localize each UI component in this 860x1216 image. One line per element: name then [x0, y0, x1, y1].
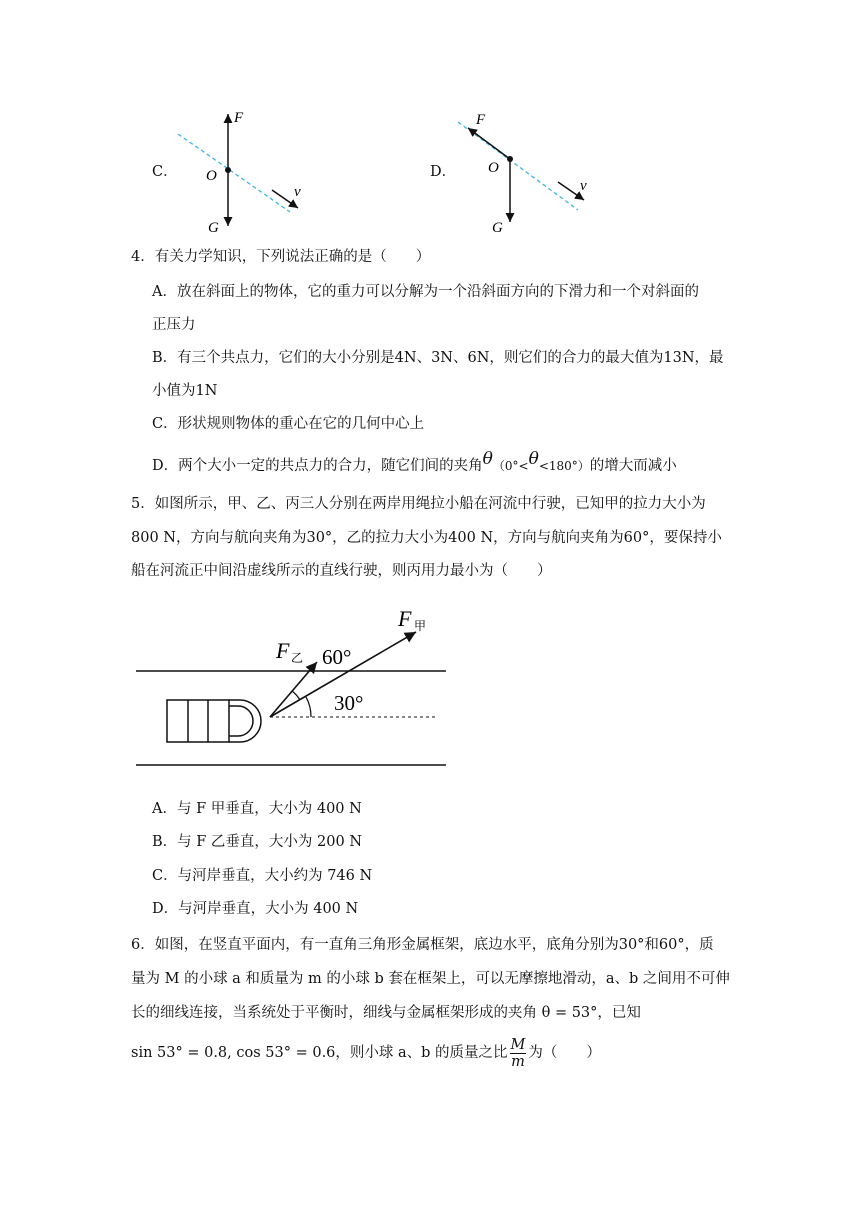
option-c: C．与河岸垂直，大小约为 746 N	[152, 868, 373, 884]
point-o	[225, 167, 231, 173]
force-diagram-c	[170, 100, 330, 240]
question-line-3: 长的细线连接，当系统处于平衡时，细线与金属框架形成的夹角 θ = 53°，已知	[131, 1005, 641, 1021]
option-b: B．与 F 乙垂直，大小为 200 N	[152, 834, 363, 850]
label-v: v	[294, 184, 301, 200]
option-a-line1: A．放在斜面上的物体，它的重力可以分解为一个沿斜面方向的下滑力和一个对斜面的	[152, 284, 699, 300]
fraction-numerator: M	[510, 1036, 526, 1053]
option-b-line2: 小值为1N	[152, 383, 218, 399]
question-line-3: 船在河流正中间沿虚线所示的直线行驶，则丙用力最小为（ ）	[131, 563, 552, 579]
range-end: <180°）	[538, 459, 590, 473]
label-o: O	[206, 168, 217, 184]
fraction-denominator: m	[511, 1053, 525, 1070]
option-d: D．与河岸垂直，大小为 400 N	[152, 901, 359, 917]
point-o	[507, 156, 513, 162]
label-angle-30: 30°	[334, 691, 364, 715]
label-angle-60: 60°	[322, 645, 352, 669]
option-letter: C．	[152, 164, 178, 180]
label-g: G	[492, 220, 503, 236]
label-jia-sub: 甲	[414, 619, 427, 633]
option-c: C．形状规则物体的重心在它的几何中心上	[152, 416, 425, 432]
option-b-line1: B．有三个共点力，它们的大小分别是4N、3N、6N，则它们的合力的最大值为13N，最	[152, 350, 724, 366]
boat-river-figure	[130, 596, 460, 776]
question-line-1: 6．如图，在竖直平面内，有一直角三角形金属框架，底边水平，底角分别为30°和60°，质	[131, 937, 714, 953]
option-d-tail: 的增大而减小	[589, 458, 677, 474]
label-o: O	[488, 160, 499, 176]
question-stem: 4．有关力学知识，下列说法正确的是（ ）	[131, 249, 431, 265]
question-line-1: 5．如图所示，甲、乙、丙三人分别在两岸用绳拉小船在河流中行驶，已知甲的拉力大小为	[131, 496, 706, 512]
option-letter: D．	[430, 164, 457, 180]
angle-30-arc	[306, 697, 311, 717]
question-line-2: 800 N，方向与航向夹角为30°，乙的拉力大小为400 N，方向与航向夹角为60°，要保持小	[131, 530, 722, 546]
force-diagram-d	[448, 100, 608, 240]
force-f-arrow	[468, 128, 510, 159]
label-f: F	[476, 112, 486, 128]
label-v: v	[580, 178, 587, 194]
question-line-2: 量为 M 的小球 a 和质量为 m 的小球 b 套在框架上，可以无摩擦地滑动，a、b 之间用不可伸	[131, 971, 730, 987]
range-mid: °<	[512, 459, 529, 473]
label-f: F	[234, 110, 244, 126]
label-f-jia: F	[398, 606, 412, 631]
question-line-4	[131, 1036, 601, 1070]
trig-given: sin 53° = 0.8, cos 53° = 0.6，则小球 a、b 的质量之比	[131, 1045, 508, 1061]
angle-60-arc	[292, 691, 300, 700]
theta-symbol-2: θ	[528, 449, 539, 469]
range-open: （0	[492, 459, 513, 473]
option-d	[152, 449, 677, 476]
theta-symbol: θ	[482, 449, 493, 469]
mass-ratio-fraction	[510, 1037, 527, 1070]
option-d-text: D．两个大小一定的共点力的合力，随它们间的夹角	[152, 458, 483, 474]
option-a-line2: 正压力	[152, 317, 196, 333]
label-f-yi: F	[276, 638, 290, 663]
option-a: A．与 F 甲垂直，大小为 400 N	[152, 801, 362, 817]
boat	[167, 700, 261, 742]
question-tail: 为（ ）	[528, 1045, 601, 1061]
label-g: G	[208, 220, 219, 236]
label-yi-sub: 乙	[291, 651, 304, 665]
velocity-path-line	[458, 122, 578, 210]
velocity-path-line	[178, 134, 290, 212]
